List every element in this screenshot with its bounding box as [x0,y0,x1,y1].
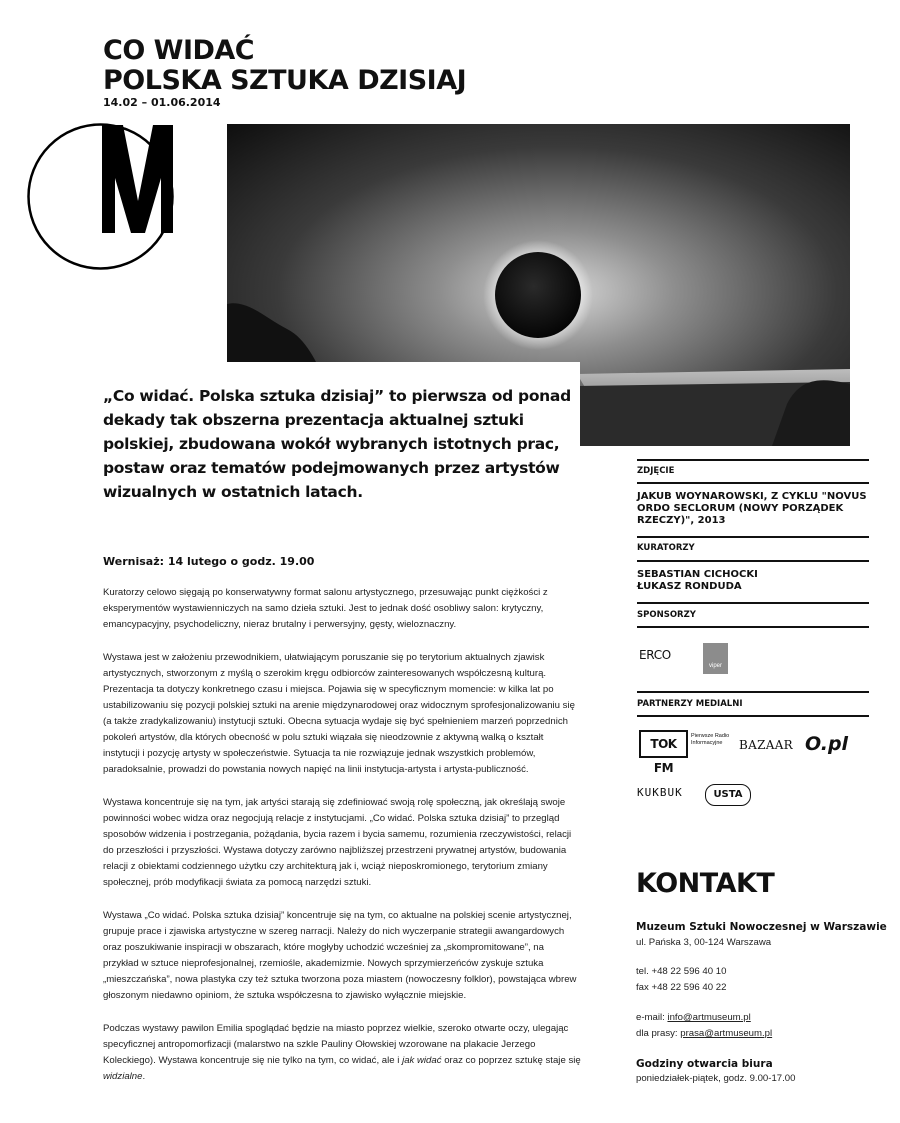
usta-logo: USTA [705,784,751,806]
kukbuk-logo: KUKBUK [637,786,683,799]
bazaar-logo: BAZAAR [739,738,793,752]
email-label: e-mail: [636,1012,668,1023]
body-paragraph-1: Kuratorzy celowo sięgają po konserwatywny format salonu artystycznego, przesuwając punkt ciężkości z eksperymentów wystawienniczych na samo dzieła sztuki. Jest to jednak dość osobliwy salon: krytyczny, emancypacyjny, psychodeliczny, nieraz brutalny i perwersyjny, gęsty, wieloznaczny. [103,587,548,630]
p5-text-b: oraz co poprzez sztukę staje się [441,1055,581,1066]
body-paragraph-3: Wystawa koncentruje się na tym, jak artyści starają się zdefiniować swoją rolę społeczną, jak określają swoje powinności wobec widza oraz negocjują relacje z instytucjami. „Co widać. Polska sztuka dzisiaj” to przegląd sposobów widzenia i postrzegania, pożądania, bycia razem i bycia samemu, rozumienia rzeczywistości, relacji do przeszłości i przyszłości. Wystawa dotyczy zarówno najbliższej przestrzeni prywatnej artystów, budowania relacji z obiektami codziennego użytku czy architekturą jak i, wciąż nieposkromionego, terytorium zmiany społecznej, prób modyfikacji świata za pomocą narzędzi sztuki. [103,797,572,888]
divider [637,602,869,604]
exhibition-title [103,36,466,96]
divider [637,536,869,538]
contact-heading: KONTAKT [636,868,775,899]
divider [637,482,869,484]
curator-2: ŁUKASZ RONDUDA [637,581,742,592]
eclipse-disc [495,252,581,338]
office-hours: poniedziałek-piątek, godz. 9.00-17.00 [636,1073,796,1084]
curators-label: KURATORZY [637,543,695,553]
body-paragraph-2: Wystawa jest w założeniu przewodnikiem, ułatwiającym poruszanie się po terytorium aktualnych zjawisk artystycznych, stworzonym z myślą o szerokim kręgu odbiorców zainteresowanych współczesną kulturą. Prezentacja ta dotyczy konkretnego czasu i miejsca. Pojawia się w specyficznym momencie: w kilka lat po ustabilizowaniu się pozycji polskiej sztuki na arenie międzynarodowej oraz widocznym sprofesjonalizowaniu się (a także zradykalizowaniu) instytucji sztuki. Obecna sytuacja wydaje się być spełnieniem marzeń poprzednich pokoleń artystów, dla których obecność w polu sztuki wiązała się nieodzownie z aktywną walką o kształt instytucji i pozycję artysty w społeczeństwie. Sytuacja ta nie rozwiązuje jednak wszystkich problemów, paradoksalnie, prowadzi do powstania nowych napięć na linii instytucja-artysta i artysta-publiczność. [103,652,575,775]
museum-logo [27,123,174,270]
exhibition-dates: 14.02 – 01.06.2014 [103,96,221,109]
press-email-link[interactable]: prasa@artmuseum.pl [680,1028,773,1039]
media-partners-label: PARTNERZY MEDIALNI [637,699,743,709]
vernissage-date: Wernisaż: 14 lutego o godz. 19.00 [103,555,315,568]
photo-caption: JAKUB WOYNAROWSKI, Z CYKLU "NOVUS ORDO SECLORUM (NOWY PORZĄDEK RZECZY)", 2013 [637,491,867,526]
divider [637,626,869,628]
body-paragraph-4: Wystawa „Co widać. Polska sztuka dzisiaj” koncentruje się na tym, co aktualne na polskiej scenie artystycznej, grupuje prace i zjawiska artystyczne w szereg narracji. Należy do nich wyczerpanie strategii awangardowych oraz poszukiwanie inspiracji w obszarach, które mogłyby uchodzić wcześniej za „skompromitowane”, na przykład w sztuce nieprofesjonalnej, rzemiośle, akademizmie. Nowych sprzymierzeńców zyskuje sztuka „mieszczańska”, nowa plastyka czy też sztuka tworzona poza miastem (nowoczesny folklor), powstająca wbrew głoszonym niedawno opiniom, że sztuka współczesna to zjawisko wyłącznie miejskie. [103,910,577,1001]
p5-emphasis-1: jak widać [402,1055,442,1066]
sponsors-label: SPONSORZY [637,610,696,620]
lead-paragraph: „Co widać. Polska sztuka dzisiaj” to pierwsza od ponad dekady tak obszerna prezentacja aktualnej sztuki polskiej, zbudowana wokół wybranych istotnych prac, postaw oraz tematów podejmowanych przez artystów wizualnych w ostatnich latach. [103,387,571,501]
viper-logo: viper [703,643,728,674]
divider [637,715,869,717]
tokfm-logo: TOK FM [639,730,688,758]
divider [637,691,869,693]
photo-label: ZDJĘCIE [637,466,675,476]
onet-logo: O.pl [805,733,849,755]
press-release-body [103,585,581,1102]
divider [637,459,869,461]
title-line-1: CO WIDAĆ [103,35,255,66]
email-link[interactable]: info@artmuseum.pl [667,1012,751,1023]
p5-text-a: Podczas wystawy pawilon Emilia spoglądać będzie na miasto poprzez wielkie, szeroko otwarte oczy, ulegając specyficznej antropomorfizacji (malarstwo na szkle Pauliny Ołowskiej wzorowane na plakacie Jerzego Koleckiego). Wystawa koncentruje się nie tylko na tym, co widać, ale i [103,1023,569,1066]
contact-phone: tel. +48 22 596 40 10 [636,966,727,977]
p5-text-c: . [142,1071,146,1082]
press-email-row [636,1028,772,1039]
museum-address: ul. Pańska 3, 00-124 Warszawa [636,937,772,948]
divider [637,560,869,562]
body-paragraph-5 [103,1021,581,1085]
p5-emphasis-2: widzialne [103,1071,143,1082]
contact-fax: fax +48 22 596 40 22 [636,982,727,993]
contact-email-row [636,1012,751,1023]
press-label: dla prasy: [636,1028,681,1039]
tokfm-tagline: Pierwsze Radio Informacyjne [691,733,730,746]
museum-name: Muzeum Sztuki Nowoczesnej w Warszawie [636,921,887,933]
erco-logo: ERCO [639,648,671,662]
office-hours-title: Godziny otwarcia biura [636,1058,773,1070]
title-line-2: POLSKA SZTUKA DZISIAJ [103,65,467,96]
curator-1: SEBASTIAN CICHOCKI [637,569,758,580]
logo-m-letter [102,125,173,233]
